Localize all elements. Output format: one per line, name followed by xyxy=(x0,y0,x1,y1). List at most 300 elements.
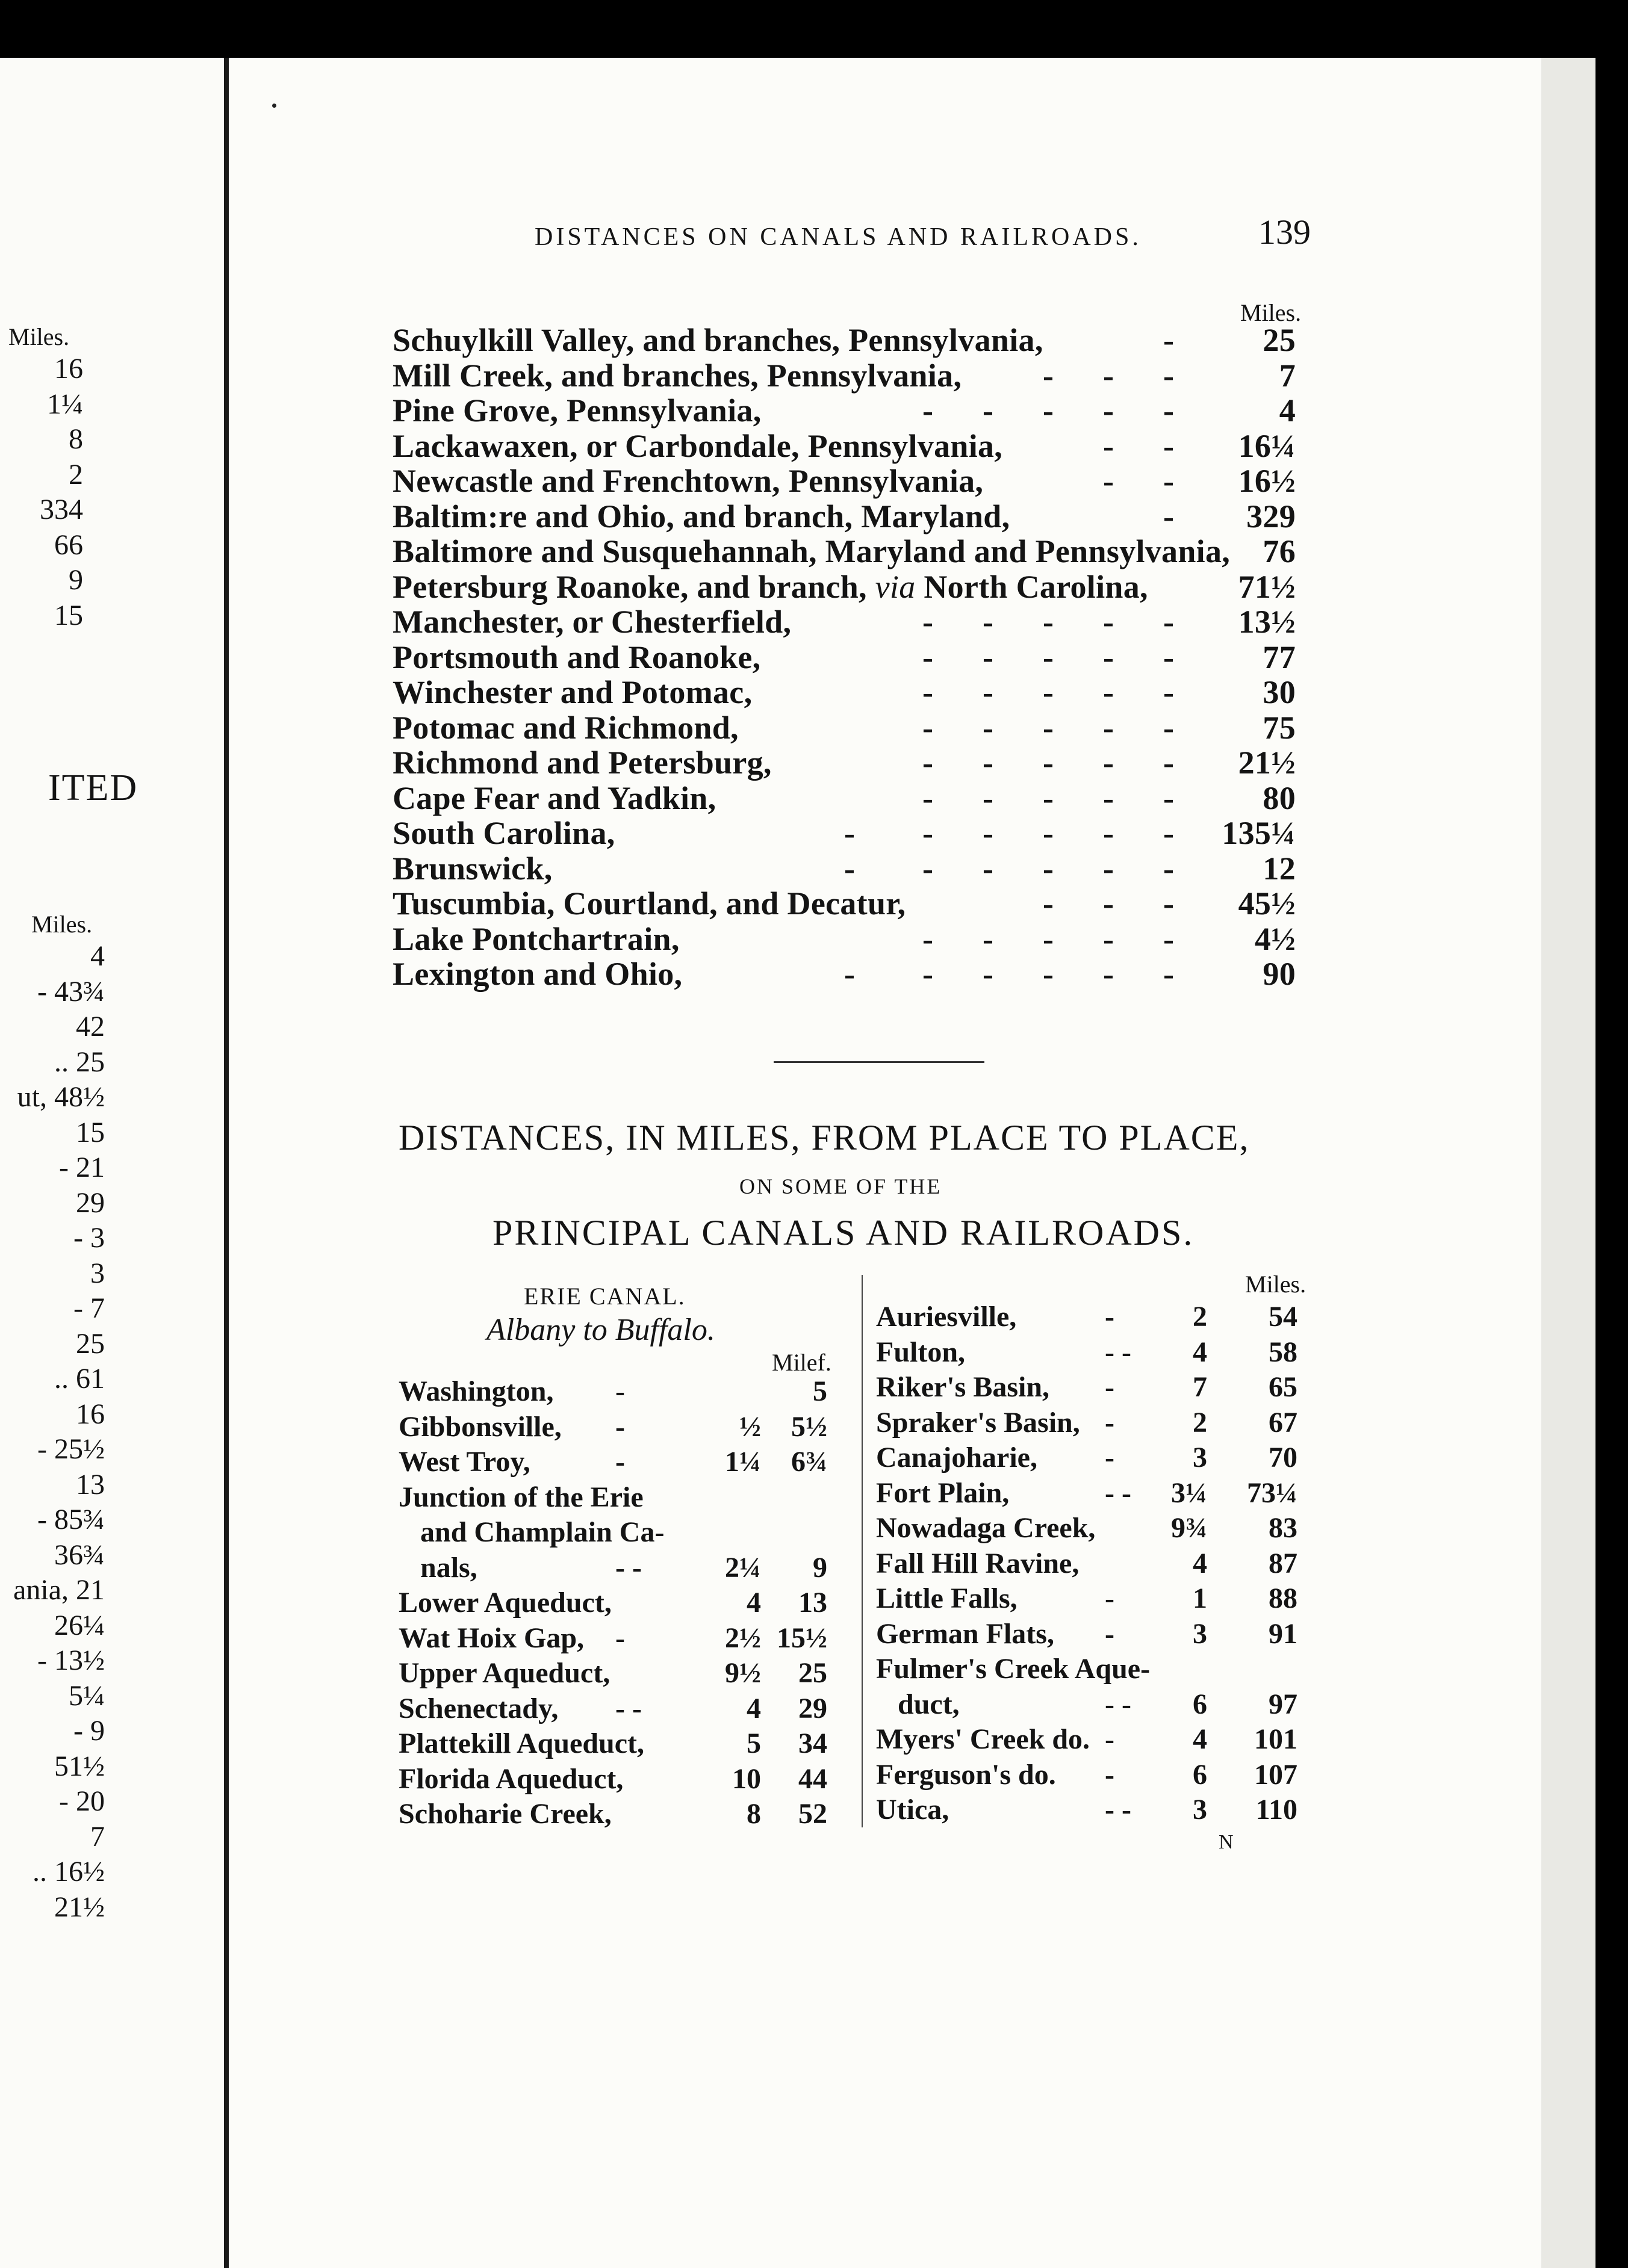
canal-row xyxy=(876,1652,1297,1688)
canal-row xyxy=(399,1375,827,1410)
canal-row xyxy=(399,1445,827,1481)
left-value-row xyxy=(2,1643,105,1679)
railroad-name: Schuylkill Valley, and branches, Pennsylvania, xyxy=(393,322,1043,358)
canal-total: 97 xyxy=(1269,1688,1297,1720)
railroad-miles: 12 xyxy=(1263,850,1296,887)
leader-dash: - xyxy=(983,639,994,675)
left-value: - 20 xyxy=(59,1785,105,1817)
canal-distance: 9½ xyxy=(725,1657,761,1689)
page-number: 139 xyxy=(1258,212,1311,252)
canal-distance: 4 xyxy=(1193,1547,1207,1579)
railroad-name: Potomac and Richmond, xyxy=(393,709,739,746)
left-value-row xyxy=(2,1256,105,1292)
leader-dash: - xyxy=(1163,498,1175,534)
canal-distance: 3 xyxy=(1193,1794,1207,1826)
leader-dash: - xyxy=(1163,850,1175,887)
left-value: 66 xyxy=(54,528,83,561)
left-value: 29 xyxy=(76,1186,105,1219)
canal-total: 87 xyxy=(1269,1547,1297,1579)
left-value: 3 xyxy=(90,1257,105,1289)
left-value: - 25½ xyxy=(37,1433,105,1465)
leader-dash: - xyxy=(983,815,994,851)
leader-dash: - xyxy=(922,674,934,710)
canal-distance: 2¼ xyxy=(725,1551,761,1584)
left-value-row xyxy=(2,1432,105,1467)
left-value: 13 xyxy=(76,1468,105,1501)
canal-total: 13 xyxy=(798,1587,827,1619)
leader-dash: - xyxy=(844,815,856,851)
canal-place: Plattekill Aqueduct, xyxy=(399,1727,645,1759)
railroad-name: Lake Pontchartrain, xyxy=(393,920,680,957)
canal-distance: 2½ xyxy=(725,1622,761,1654)
canal-row xyxy=(399,1692,827,1727)
railroad-name: Lackawaxen, or Carbondale, Pennsylvania, xyxy=(393,427,1003,464)
leader-dash: - xyxy=(1103,745,1114,781)
canal-distance: 3¼ xyxy=(1171,1476,1207,1509)
railroad-miles: 30 xyxy=(1263,674,1296,710)
canal-place: Gibbonsville, xyxy=(399,1410,562,1443)
canal-place: Ferguson's do. xyxy=(876,1758,1056,1791)
canal-row xyxy=(876,1371,1297,1406)
railroad-miles: 77 xyxy=(1263,639,1296,675)
canal-row xyxy=(876,1336,1297,1371)
canal-place: Nowadaga Creek, xyxy=(876,1512,1096,1544)
leader-dash: - xyxy=(983,604,994,640)
leader-dash: - xyxy=(1043,885,1054,922)
railroad-row xyxy=(393,850,1296,885)
railroad-row xyxy=(393,814,1296,850)
left-value-row xyxy=(2,1291,105,1327)
left-value: ut, 48½ xyxy=(17,1081,105,1113)
left-value-row xyxy=(6,422,83,457)
leader-dash: - - xyxy=(1105,1794,1131,1826)
railroad-name: Brunswick, xyxy=(393,850,553,887)
canal-place: German Flats, xyxy=(876,1617,1054,1650)
leader-dash: - xyxy=(1043,674,1054,710)
left-value-row xyxy=(2,1221,105,1256)
leader-dash: - xyxy=(1103,604,1114,640)
leader-dash: - xyxy=(1103,392,1114,429)
leader-dash: - xyxy=(615,1410,625,1443)
canal-place: Myers' Creek do. xyxy=(876,1723,1090,1755)
leader-dash: - xyxy=(983,709,994,746)
railroad-miles: 75 xyxy=(1263,709,1296,746)
canal-place: Fall Hill Ravine, xyxy=(876,1547,1080,1579)
leader-dash: - xyxy=(1163,779,1175,816)
railroad-name-part: Petersburg Roanoke, and branch, xyxy=(393,568,867,605)
canal-total: 54 xyxy=(1269,1301,1297,1333)
railroad-row xyxy=(393,568,1296,604)
railroad-name: Baltim:re and Ohio, and branch, Maryland, xyxy=(393,498,1010,534)
railroad-miles: 16¼ xyxy=(1238,427,1296,464)
canal-total: 70 xyxy=(1269,1442,1297,1473)
leader-dash: - xyxy=(922,956,934,992)
canal-total: 15½ xyxy=(777,1622,827,1654)
leader-dash: - xyxy=(1163,920,1175,957)
left-value-row xyxy=(2,1784,105,1820)
left-value-row xyxy=(2,1714,105,1749)
railroad-name: Manchester, or Chesterfield, xyxy=(393,604,792,640)
canal-row xyxy=(399,1410,827,1446)
left-value: 1¼ xyxy=(47,388,83,420)
leader-dash: - xyxy=(983,745,994,781)
railroad-name xyxy=(393,568,1148,606)
railroad-name: Portsmouth and Roanoke, xyxy=(393,639,761,675)
canal-place: Lower Aqueduct, xyxy=(399,1587,612,1619)
canal-row xyxy=(399,1762,827,1798)
canal-row xyxy=(876,1441,1297,1476)
leader-dash: - xyxy=(1103,463,1114,499)
canal-total: 52 xyxy=(798,1798,827,1830)
leader-dash: - xyxy=(1043,850,1054,887)
leader-dash: - xyxy=(983,956,994,992)
canal-row xyxy=(876,1582,1297,1617)
railroad-miles: 329 xyxy=(1246,498,1296,534)
leader-dash: - xyxy=(1043,709,1054,746)
leader-dash: - - xyxy=(1105,1476,1131,1509)
leader-dash: - xyxy=(1103,709,1114,746)
left-value-row xyxy=(2,1080,105,1115)
left-values xyxy=(2,939,105,1925)
column-divider xyxy=(862,1275,863,1827)
left-value: - 9 xyxy=(73,1715,105,1747)
leader-dash: - xyxy=(1103,357,1114,394)
leader-dash: - xyxy=(1105,1617,1114,1650)
canal-place: duct, xyxy=(898,1688,960,1720)
left-value-row xyxy=(6,387,83,423)
left-value-row xyxy=(2,1502,105,1538)
canal-distance: 1¼ xyxy=(725,1446,761,1478)
railroad-miles: 90 xyxy=(1263,956,1296,992)
left-value: .. 25 xyxy=(54,1046,105,1078)
leader-dash: - xyxy=(922,709,934,746)
railroad-name-part: North Carolina, xyxy=(924,568,1148,605)
railroad-miles: 76 xyxy=(1263,533,1296,569)
canal-row xyxy=(399,1797,827,1833)
leader-dash: - - xyxy=(615,1692,642,1724)
leader-dash: - xyxy=(922,604,934,640)
canal-total: 67 xyxy=(1269,1406,1297,1439)
canal-place: Fulton, xyxy=(876,1336,966,1368)
canal-distance: 6 xyxy=(1193,1758,1207,1791)
railroad-miles: 80 xyxy=(1263,779,1296,816)
left-value-row xyxy=(2,1749,105,1785)
left-value-row xyxy=(6,598,83,634)
left-value: 8 xyxy=(69,423,83,455)
erie-right-miles-label: Miles. xyxy=(1245,1271,1306,1298)
left-value-row xyxy=(6,492,83,528)
canal-total: 101 xyxy=(1254,1723,1297,1755)
canal-row xyxy=(876,1547,1297,1582)
leader-dash: - - xyxy=(1105,1336,1131,1368)
leader-dash: - xyxy=(1163,815,1175,851)
leader-dash: - xyxy=(922,745,934,781)
leader-dash: - xyxy=(1163,392,1175,429)
railroad-row xyxy=(393,920,1296,956)
left-value-row xyxy=(2,1045,105,1080)
left-value-row xyxy=(2,1854,105,1890)
canal-total: 9 xyxy=(813,1551,827,1584)
canal-place: Auriesville, xyxy=(876,1301,1017,1333)
canal-row xyxy=(876,1688,1297,1723)
canal-total: 25 xyxy=(798,1657,827,1689)
canal-row xyxy=(876,1793,1297,1829)
left-value: 334 xyxy=(40,494,83,525)
canal-distance: ½ xyxy=(739,1410,761,1443)
left-value: 16 xyxy=(76,1398,105,1430)
left-value-row xyxy=(2,1467,105,1503)
canal-place: and Champlain Ca- xyxy=(420,1516,665,1548)
leader-dash: - xyxy=(1043,956,1054,992)
railroad-row xyxy=(393,885,1296,920)
leader-dash: - xyxy=(1103,427,1114,464)
leader-dash: - xyxy=(615,1446,625,1478)
canal-place: West Troy, xyxy=(399,1446,530,1478)
leader-dash: - xyxy=(1043,604,1054,640)
canal-place: Florida Aqueduct, xyxy=(399,1762,624,1795)
leader-dash: - xyxy=(844,956,856,992)
leader-dash: - xyxy=(922,920,934,957)
railroad-row xyxy=(393,674,1296,709)
railroad-miles: 25 xyxy=(1263,322,1296,358)
leader-dash: - xyxy=(1163,357,1175,394)
canal-row xyxy=(876,1758,1297,1794)
railroad-miles: 71½ xyxy=(1238,568,1296,605)
leader-dash: - xyxy=(1105,1758,1114,1791)
railroad-row xyxy=(393,744,1296,779)
leader-dash: - - xyxy=(615,1551,642,1584)
canal-distance: 3 xyxy=(1193,1442,1207,1473)
leader-dash: - xyxy=(1105,1723,1114,1755)
railroad-row xyxy=(393,427,1296,463)
leader-dash: - xyxy=(1103,956,1114,992)
canal-place: Schoharie Creek, xyxy=(399,1798,612,1830)
left-value-row xyxy=(2,1327,105,1362)
left-value: 5¼ xyxy=(69,1679,105,1712)
canal-distance: 4 xyxy=(747,1692,761,1724)
leader-dash: - xyxy=(1043,815,1054,851)
leader-dash: - xyxy=(1163,604,1175,640)
canal-place: Spraker's Basin, xyxy=(876,1406,1080,1439)
left-value-row xyxy=(2,1115,105,1151)
railroad-name: Winchester and Potomac, xyxy=(393,674,753,710)
canal-total: 65 xyxy=(1269,1371,1297,1403)
canal-place: Riker's Basin, xyxy=(876,1371,1050,1403)
canal-total: 58 xyxy=(1269,1336,1297,1368)
railroad-name: Cape Fear and Yadkin, xyxy=(393,779,716,816)
canal-total: 44 xyxy=(798,1762,827,1795)
leader-dash: - xyxy=(983,674,994,710)
speck xyxy=(272,104,276,108)
left-value-row xyxy=(2,1186,105,1221)
leader-dash: - xyxy=(1163,322,1175,358)
canal-total: 34 xyxy=(798,1727,827,1759)
canal-distance: 4 xyxy=(1193,1723,1207,1755)
leader-dash: - xyxy=(1103,920,1114,957)
railroad-row xyxy=(393,955,1296,991)
leader-dash: - xyxy=(1105,1442,1114,1473)
leader-dash: - xyxy=(1163,885,1175,922)
left-value-row xyxy=(6,457,83,493)
canal-row xyxy=(876,1511,1297,1547)
canal-row xyxy=(399,1586,827,1622)
canal-distance: 1 xyxy=(1193,1582,1207,1614)
left-value: 7 xyxy=(90,1820,105,1853)
railroad-name: Newcastle and Frenchtown, Pennsylvania, xyxy=(393,463,984,499)
canal-distance: 3 xyxy=(1193,1617,1207,1650)
left-value: 15 xyxy=(76,1116,105,1148)
left-value-row xyxy=(2,1608,105,1644)
canal-distance: 8 xyxy=(747,1798,761,1830)
canal-distance: 7 xyxy=(1193,1371,1207,1403)
canal-distance: 4 xyxy=(1193,1336,1207,1368)
left-value: 9 xyxy=(69,564,83,596)
left-value: 16 xyxy=(54,353,83,385)
railroad-miles: 16½ xyxy=(1238,463,1296,499)
leader-dash: - xyxy=(615,1622,625,1654)
railroad-name: Baltimore and Susquehannah, Maryland and Pennsylvania, xyxy=(393,533,1231,569)
left-value: - 85¾ xyxy=(37,1504,105,1535)
left-value: 26¼ xyxy=(54,1609,105,1641)
canal-row xyxy=(876,1406,1297,1442)
left-value: 25 xyxy=(76,1327,105,1360)
leader-dash: - xyxy=(1103,779,1114,816)
leader-dash: - xyxy=(1103,674,1114,710)
canal-total: 29 xyxy=(798,1692,827,1724)
canal-distance: 4 xyxy=(747,1587,761,1619)
leader-dash: - xyxy=(983,920,994,957)
railroad-row xyxy=(393,603,1296,639)
canal-place: Little Falls, xyxy=(876,1582,1018,1614)
leader-dash: - xyxy=(1163,674,1175,710)
leader-dash: - xyxy=(983,779,994,816)
gutter xyxy=(224,58,229,2268)
canal-row xyxy=(399,1516,827,1551)
leader-dash: - xyxy=(983,850,994,887)
leader-dash: - xyxy=(1103,850,1114,887)
erie-left-miles-label: Milef. xyxy=(772,1349,831,1376)
canal-distance: 9¾ xyxy=(1171,1512,1207,1544)
canal-distance: 6 xyxy=(1193,1688,1207,1720)
leader-dash: - xyxy=(1043,357,1054,394)
railroad-name: Mill Creek, and branches, Pennsylvania, xyxy=(393,357,962,394)
leader-dash: - xyxy=(1105,1371,1114,1403)
left-top-values xyxy=(6,352,83,633)
railroad-row xyxy=(393,498,1296,533)
left-page-fragment xyxy=(0,58,224,2268)
canal-row xyxy=(399,1551,827,1587)
railroad-row xyxy=(393,357,1296,392)
canal-total: 107 xyxy=(1254,1758,1297,1791)
leader-dash: - xyxy=(1163,427,1175,464)
railroad-name-italic: via xyxy=(875,568,916,605)
canal-total: 88 xyxy=(1269,1582,1297,1614)
leader-dash: - xyxy=(922,392,934,429)
railroad-miles: 135¼ xyxy=(1222,815,1296,851)
running-head: DISTANCES ON CANALS AND RAILROADS. xyxy=(535,223,1142,251)
left-value-row xyxy=(2,1820,105,1855)
leader-dash: - xyxy=(922,779,934,816)
section-divider xyxy=(774,1061,984,1063)
page-edge xyxy=(1541,58,1595,2268)
left-value: .. 61 xyxy=(54,1363,105,1395)
railroad-row xyxy=(393,462,1296,498)
left-value-row xyxy=(2,1397,105,1433)
canal-place: Canajoharie, xyxy=(876,1442,1037,1473)
left-miles-label-2: Miles. xyxy=(31,911,93,938)
leader-dash: - xyxy=(1043,920,1054,957)
left-value-row xyxy=(6,528,83,563)
left-value: 36¾ xyxy=(54,1538,105,1571)
leader-dash: - xyxy=(922,639,934,675)
canal-place: Schenectady, xyxy=(399,1692,559,1724)
left-value-row xyxy=(6,563,83,598)
leader-dash: - xyxy=(1105,1301,1114,1333)
canal-total: 91 xyxy=(1269,1617,1297,1650)
leader-dash: - xyxy=(1043,779,1054,816)
canal-place: Junction of the Erie xyxy=(399,1481,644,1513)
canal-row xyxy=(399,1727,827,1762)
canal-place: Fulmer's Creek Aque- xyxy=(876,1653,1151,1685)
canal-distance: 2 xyxy=(1193,1301,1207,1333)
canal-place: Fort Plain, xyxy=(876,1476,1010,1509)
railroad-name: Lexington and Ohio, xyxy=(393,956,683,992)
leader-dash: - xyxy=(922,815,934,851)
leader-dash: - xyxy=(844,850,856,887)
signature-mark: N xyxy=(1219,1831,1234,1853)
canal-total: 5½ xyxy=(791,1410,827,1443)
left-value-row xyxy=(2,1362,105,1397)
left-value-row xyxy=(2,939,105,974)
section-title-main: PRINCIPAL CANALS AND RAILROADS. xyxy=(492,1213,1195,1253)
leader-dash: - xyxy=(1163,709,1175,746)
railroad-row xyxy=(393,639,1296,674)
canal-row xyxy=(399,1656,827,1692)
left-miles-label: Miles. xyxy=(8,323,70,350)
leader-dash: - xyxy=(983,392,994,429)
left-value: - 13½ xyxy=(37,1644,105,1676)
canal-total: 83 xyxy=(1269,1512,1297,1544)
canal-row xyxy=(876,1723,1297,1758)
canal-place: Utica, xyxy=(876,1794,949,1826)
canal-total: 6¾ xyxy=(791,1446,827,1478)
railroad-miles: 13½ xyxy=(1238,604,1296,640)
canal-total: 110 xyxy=(1255,1794,1297,1826)
leader-dash: - xyxy=(615,1375,625,1407)
leader-dash: - xyxy=(1103,885,1114,922)
left-value: - 21 xyxy=(59,1151,105,1183)
left-value: 15 xyxy=(54,599,83,631)
left-value-row xyxy=(2,1538,105,1573)
railroad-name: Pine Grove, Pennsylvania, xyxy=(393,392,762,429)
left-value-row xyxy=(2,974,105,1010)
railroad-miles: 45½ xyxy=(1238,885,1296,922)
canal-row xyxy=(876,1476,1297,1512)
left-value: - 3 xyxy=(73,1222,105,1254)
railroad-miles: 4½ xyxy=(1254,920,1296,957)
left-value: 4 xyxy=(90,940,105,972)
canal-row xyxy=(399,1481,827,1516)
leader-dash: - - xyxy=(1105,1688,1131,1720)
left-value-row xyxy=(2,1150,105,1186)
railroad-miles: 7 xyxy=(1279,357,1296,394)
erie-heading: ERIE CANAL. xyxy=(524,1283,686,1310)
leader-dash: - xyxy=(1043,639,1054,675)
section-subtitle: ON SOME OF THE xyxy=(739,1174,942,1198)
leader-dash: - xyxy=(1163,745,1175,781)
canal-row xyxy=(399,1622,827,1657)
canal-place: Upper Aqueduct, xyxy=(399,1657,610,1689)
